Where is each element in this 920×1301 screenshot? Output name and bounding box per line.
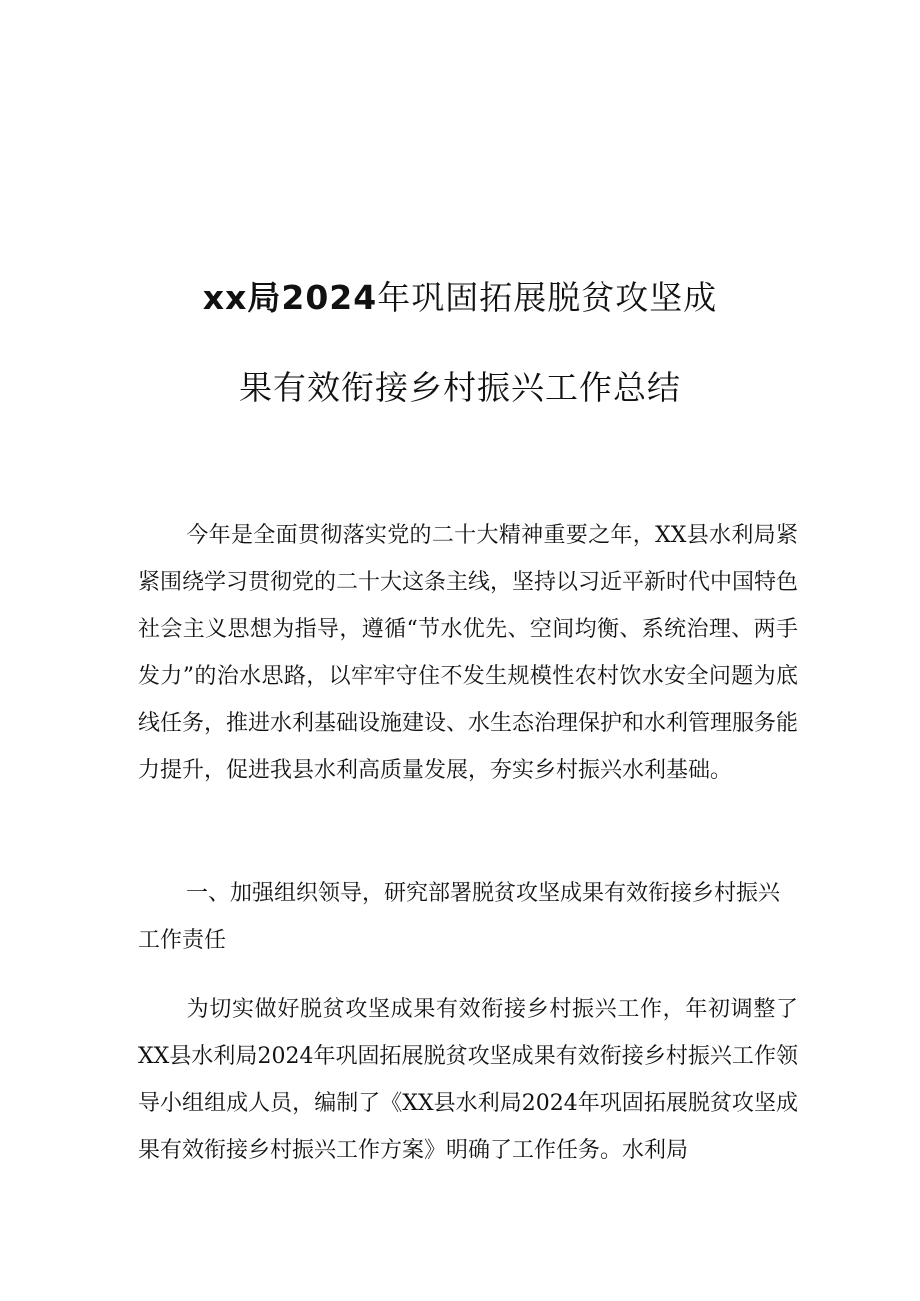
title-line-1-rest: 年巩固拓展脱贫攻坚成 bbox=[377, 278, 718, 317]
body-paragraph-1 bbox=[138, 512, 798, 794]
section-heading-1-text: 一、加强组织领导，研究部署脱贫攻坚成果有效衔接乡村振兴工作责任 bbox=[138, 881, 781, 953]
document-title-line-2: 果有效衔接乡村振兴工作总结 bbox=[239, 368, 681, 407]
paragraph-1-text: 今年是全面贯彻落实党的二十大精神重要之年，XX县水利局紧紧围绕学习贯彻党的二十大这条主线，坚持以习近平新时代中国特色社会主义思想为指导，遵循“节水优先、空间均衡、系统治理、两手发力”的治水思路，以牢牢守住不发生规模性农村饮水安全问题为底线任务，推进水利基础设施建设、水生态治理保护和水利管理服务能力提升，促进我县水利高质量发展，夯实乡村振兴水利基础。 bbox=[138, 523, 799, 783]
section-heading-1 bbox=[138, 870, 798, 964]
title-prefix: xx局 bbox=[202, 278, 282, 317]
document-title-line-1 bbox=[0, 272, 920, 319]
body-paragraph-2 bbox=[138, 986, 798, 1174]
paragraph-2-text: 为切实做好脱贫攻坚成果有效衔接乡村振兴工作，年初调整了XX县水利局2024年巩固拓展脱贫攻坚成果有效衔接乡村振兴工作领导小组组成人员，编制了《XX县水利局2024年巩固拓展脱贫攻坚成果有效衔接乡村振兴工作方案》明确了工作任务。水利局 bbox=[138, 997, 798, 1163]
title-year: 2024 bbox=[281, 278, 378, 317]
